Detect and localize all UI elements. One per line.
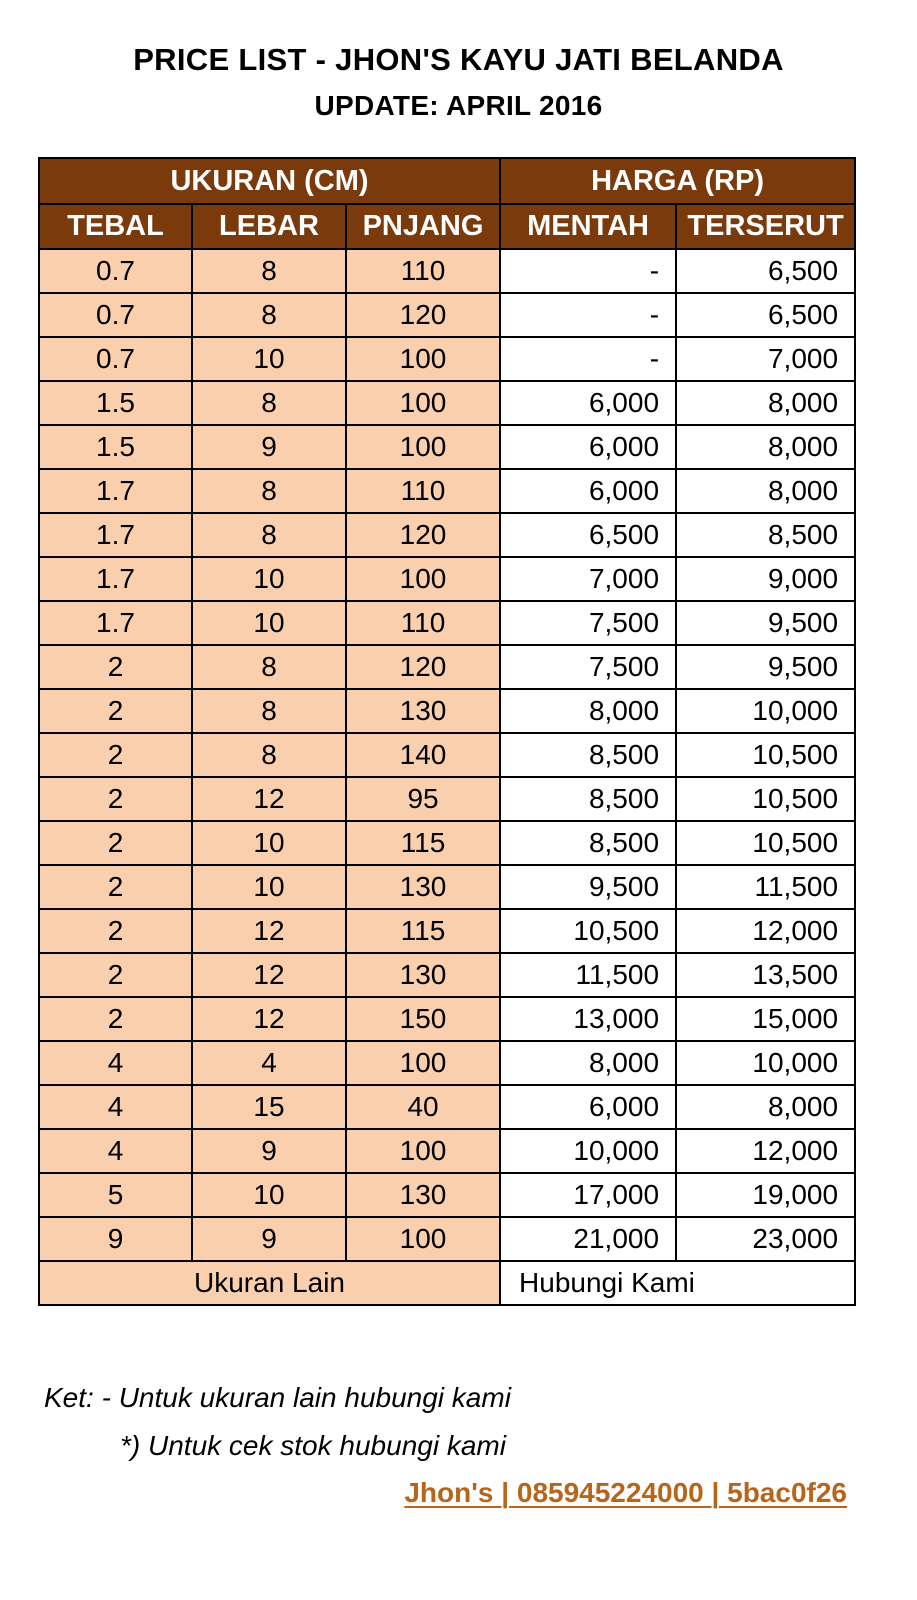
cell-terserut: 9,500 — [676, 601, 855, 645]
cell-mentah: - — [500, 337, 676, 381]
cell-terserut: 7,000 — [676, 337, 855, 381]
cell-mentah: 6,500 — [500, 513, 676, 557]
group-header-price: HARGA (RP) — [500, 158, 855, 204]
cell-lebar: 12 — [192, 997, 346, 1041]
cell-lebar: 8 — [192, 249, 346, 293]
cell-lebar: 12 — [192, 777, 346, 821]
cell-panjang: 110 — [346, 469, 500, 513]
cell-panjang: 40 — [346, 1085, 500, 1129]
cell-panjang: 100 — [346, 1129, 500, 1173]
cell-panjang: 100 — [346, 425, 500, 469]
cell-panjang: 130 — [346, 865, 500, 909]
cell-mentah: 8,500 — [500, 821, 676, 865]
cell-lebar: 8 — [192, 645, 346, 689]
update-subtitle: UPDATE: APRIL 2016 — [314, 90, 603, 121]
cell-tebal: 4 — [39, 1085, 192, 1129]
cell-lebar: 10 — [192, 821, 346, 865]
table-row — [39, 469, 855, 513]
cell-mentah: 17,000 — [500, 1173, 676, 1217]
cell-lebar: 4 — [192, 1041, 346, 1085]
contact-us-cell: Hubungi Kami — [500, 1261, 855, 1305]
cell-terserut: 9,000 — [676, 557, 855, 601]
table-row — [39, 733, 855, 777]
cell-panjang: 95 — [346, 777, 500, 821]
cell-panjang: 150 — [346, 997, 500, 1041]
table-row — [39, 1041, 855, 1085]
table-row — [39, 953, 855, 997]
cell-terserut: 12,000 — [676, 909, 855, 953]
cell-tebal: 2 — [39, 645, 192, 689]
cell-terserut: 6,500 — [676, 249, 855, 293]
table-row — [39, 777, 855, 821]
footer-row — [39, 1261, 855, 1305]
table-row — [39, 337, 855, 381]
note-stock-check: *) Untuk cek stok hubungi kami — [120, 1430, 506, 1461]
cell-panjang: 110 — [346, 249, 500, 293]
cell-panjang: 100 — [346, 1217, 500, 1261]
cell-tebal: 2 — [39, 953, 192, 997]
table-row — [39, 601, 855, 645]
cell-mentah: 6,000 — [500, 1085, 676, 1129]
cell-terserut: 9,500 — [676, 645, 855, 689]
column-header-lebar: LEBAR — [192, 204, 346, 249]
cell-mentah: 7,500 — [500, 645, 676, 689]
cell-tebal: 9 — [39, 1217, 192, 1261]
cell-mentah: 6,000 — [500, 425, 676, 469]
cell-tebal: 1.7 — [39, 557, 192, 601]
table-row — [39, 1085, 855, 1129]
column-header-panjang: PNJANG — [346, 204, 500, 249]
cell-tebal: 2 — [39, 909, 192, 953]
table-row — [39, 645, 855, 689]
cell-mentah: 8,500 — [500, 777, 676, 821]
group-header-size: UKURAN (CM) — [39, 158, 500, 204]
cell-mentah: 6,000 — [500, 469, 676, 513]
cell-lebar: 15 — [192, 1085, 346, 1129]
table-row — [39, 1129, 855, 1173]
cell-terserut: 8,000 — [676, 425, 855, 469]
cell-lebar: 8 — [192, 733, 346, 777]
cell-panjang: 130 — [346, 953, 500, 997]
cell-panjang: 120 — [346, 293, 500, 337]
cell-lebar: 12 — [192, 909, 346, 953]
cell-terserut: 8,000 — [676, 1085, 855, 1129]
cell-tebal: 4 — [39, 1041, 192, 1085]
cell-panjang: 100 — [346, 381, 500, 425]
price-table — [38, 157, 856, 1306]
cell-terserut: 11,500 — [676, 865, 855, 909]
table-row — [39, 293, 855, 337]
table-row — [39, 513, 855, 557]
cell-panjang: 100 — [346, 1041, 500, 1085]
cell-panjang: 115 — [346, 909, 500, 953]
cell-terserut: 10,000 — [676, 1041, 855, 1085]
cell-tebal: 0.7 — [39, 293, 192, 337]
cell-terserut: 10,500 — [676, 821, 855, 865]
cell-mentah: - — [500, 249, 676, 293]
cell-panjang: 130 — [346, 1173, 500, 1217]
cell-panjang: 120 — [346, 513, 500, 557]
contact-link[interactable]: Jhon's | 085945224000 | 5bac0f26 — [404, 1477, 847, 1508]
cell-panjang: 115 — [346, 821, 500, 865]
cell-terserut: 6,500 — [676, 293, 855, 337]
cell-tebal: 0.7 — [39, 337, 192, 381]
cell-panjang: 140 — [346, 733, 500, 777]
cell-mentah: 7,000 — [500, 557, 676, 601]
cell-tebal: 1.5 — [39, 381, 192, 425]
cell-terserut: 13,500 — [676, 953, 855, 997]
cell-mentah: 9,500 — [500, 865, 676, 909]
cell-mentah: 10,000 — [500, 1129, 676, 1173]
price-table-body — [39, 249, 855, 1261]
cell-tebal: 1.7 — [39, 469, 192, 513]
cell-mentah: 7,500 — [500, 601, 676, 645]
cell-mentah: 11,500 — [500, 953, 676, 997]
table-row — [39, 1217, 855, 1261]
cell-lebar: 9 — [192, 1129, 346, 1173]
cell-panjang: 120 — [346, 645, 500, 689]
cell-tebal: 2 — [39, 997, 192, 1041]
cell-lebar: 8 — [192, 689, 346, 733]
cell-tebal: 2 — [39, 689, 192, 733]
table-row — [39, 689, 855, 733]
group-header-row — [39, 158, 855, 204]
cell-terserut: 12,000 — [676, 1129, 855, 1173]
cell-tebal: 1.5 — [39, 425, 192, 469]
cell-terserut: 8,500 — [676, 513, 855, 557]
cell-lebar: 8 — [192, 381, 346, 425]
cell-tebal: 5 — [39, 1173, 192, 1217]
cell-lebar: 12 — [192, 953, 346, 997]
cell-panjang: 100 — [346, 337, 500, 381]
cell-mentah: 8,000 — [500, 689, 676, 733]
cell-panjang: 130 — [346, 689, 500, 733]
table-row — [39, 821, 855, 865]
page-title: PRICE LIST - JHON'S KAYU JATI BELANDA — [133, 42, 784, 77]
cell-mentah: 13,000 — [500, 997, 676, 1041]
cell-mentah: 10,500 — [500, 909, 676, 953]
column-header-row — [39, 204, 855, 249]
cell-mentah: - — [500, 293, 676, 337]
cell-lebar: 8 — [192, 293, 346, 337]
table-row — [39, 865, 855, 909]
table-row — [39, 249, 855, 293]
table-row — [39, 425, 855, 469]
column-header-terserut: TERSERUT — [676, 204, 855, 249]
cell-tebal: 2 — [39, 733, 192, 777]
cell-panjang: 110 — [346, 601, 500, 645]
table-row — [39, 557, 855, 601]
cell-lebar: 10 — [192, 1173, 346, 1217]
table-row — [39, 909, 855, 953]
column-header-tebal: TEBAL — [39, 204, 192, 249]
cell-terserut: 19,000 — [676, 1173, 855, 1217]
cell-lebar: 9 — [192, 425, 346, 469]
table-row — [39, 381, 855, 425]
cell-terserut: 8,000 — [676, 381, 855, 425]
cell-tebal: 2 — [39, 777, 192, 821]
cell-lebar: 10 — [192, 557, 346, 601]
cell-lebar: 8 — [192, 469, 346, 513]
cell-lebar: 8 — [192, 513, 346, 557]
table-row — [39, 1173, 855, 1217]
cell-terserut: 10,000 — [676, 689, 855, 733]
cell-lebar: 10 — [192, 337, 346, 381]
cell-tebal: 1.7 — [39, 601, 192, 645]
cell-tebal: 2 — [39, 821, 192, 865]
cell-tebal: 1.7 — [39, 513, 192, 557]
cell-tebal: 2 — [39, 865, 192, 909]
cell-terserut: 8,000 — [676, 469, 855, 513]
cell-mentah: 21,000 — [500, 1217, 676, 1261]
table-row — [39, 997, 855, 1041]
column-header-mentah: MENTAH — [500, 204, 676, 249]
cell-lebar: 10 — [192, 601, 346, 645]
other-sizes-cell: Ukuran Lain — [39, 1261, 500, 1305]
note-other-sizes: Ket: - Untuk ukuran lain hubungi kami — [44, 1382, 511, 1413]
cell-terserut: 10,500 — [676, 777, 855, 821]
cell-lebar: 10 — [192, 865, 346, 909]
cell-terserut: 23,000 — [676, 1217, 855, 1261]
cell-terserut: 10,500 — [676, 733, 855, 777]
cell-mentah: 8,000 — [500, 1041, 676, 1085]
cell-mentah: 8,500 — [500, 733, 676, 777]
cell-lebar: 9 — [192, 1217, 346, 1261]
cell-tebal: 4 — [39, 1129, 192, 1173]
cell-mentah: 6,000 — [500, 381, 676, 425]
cell-panjang: 100 — [346, 557, 500, 601]
cell-tebal: 0.7 — [39, 249, 192, 293]
cell-terserut: 15,000 — [676, 997, 855, 1041]
